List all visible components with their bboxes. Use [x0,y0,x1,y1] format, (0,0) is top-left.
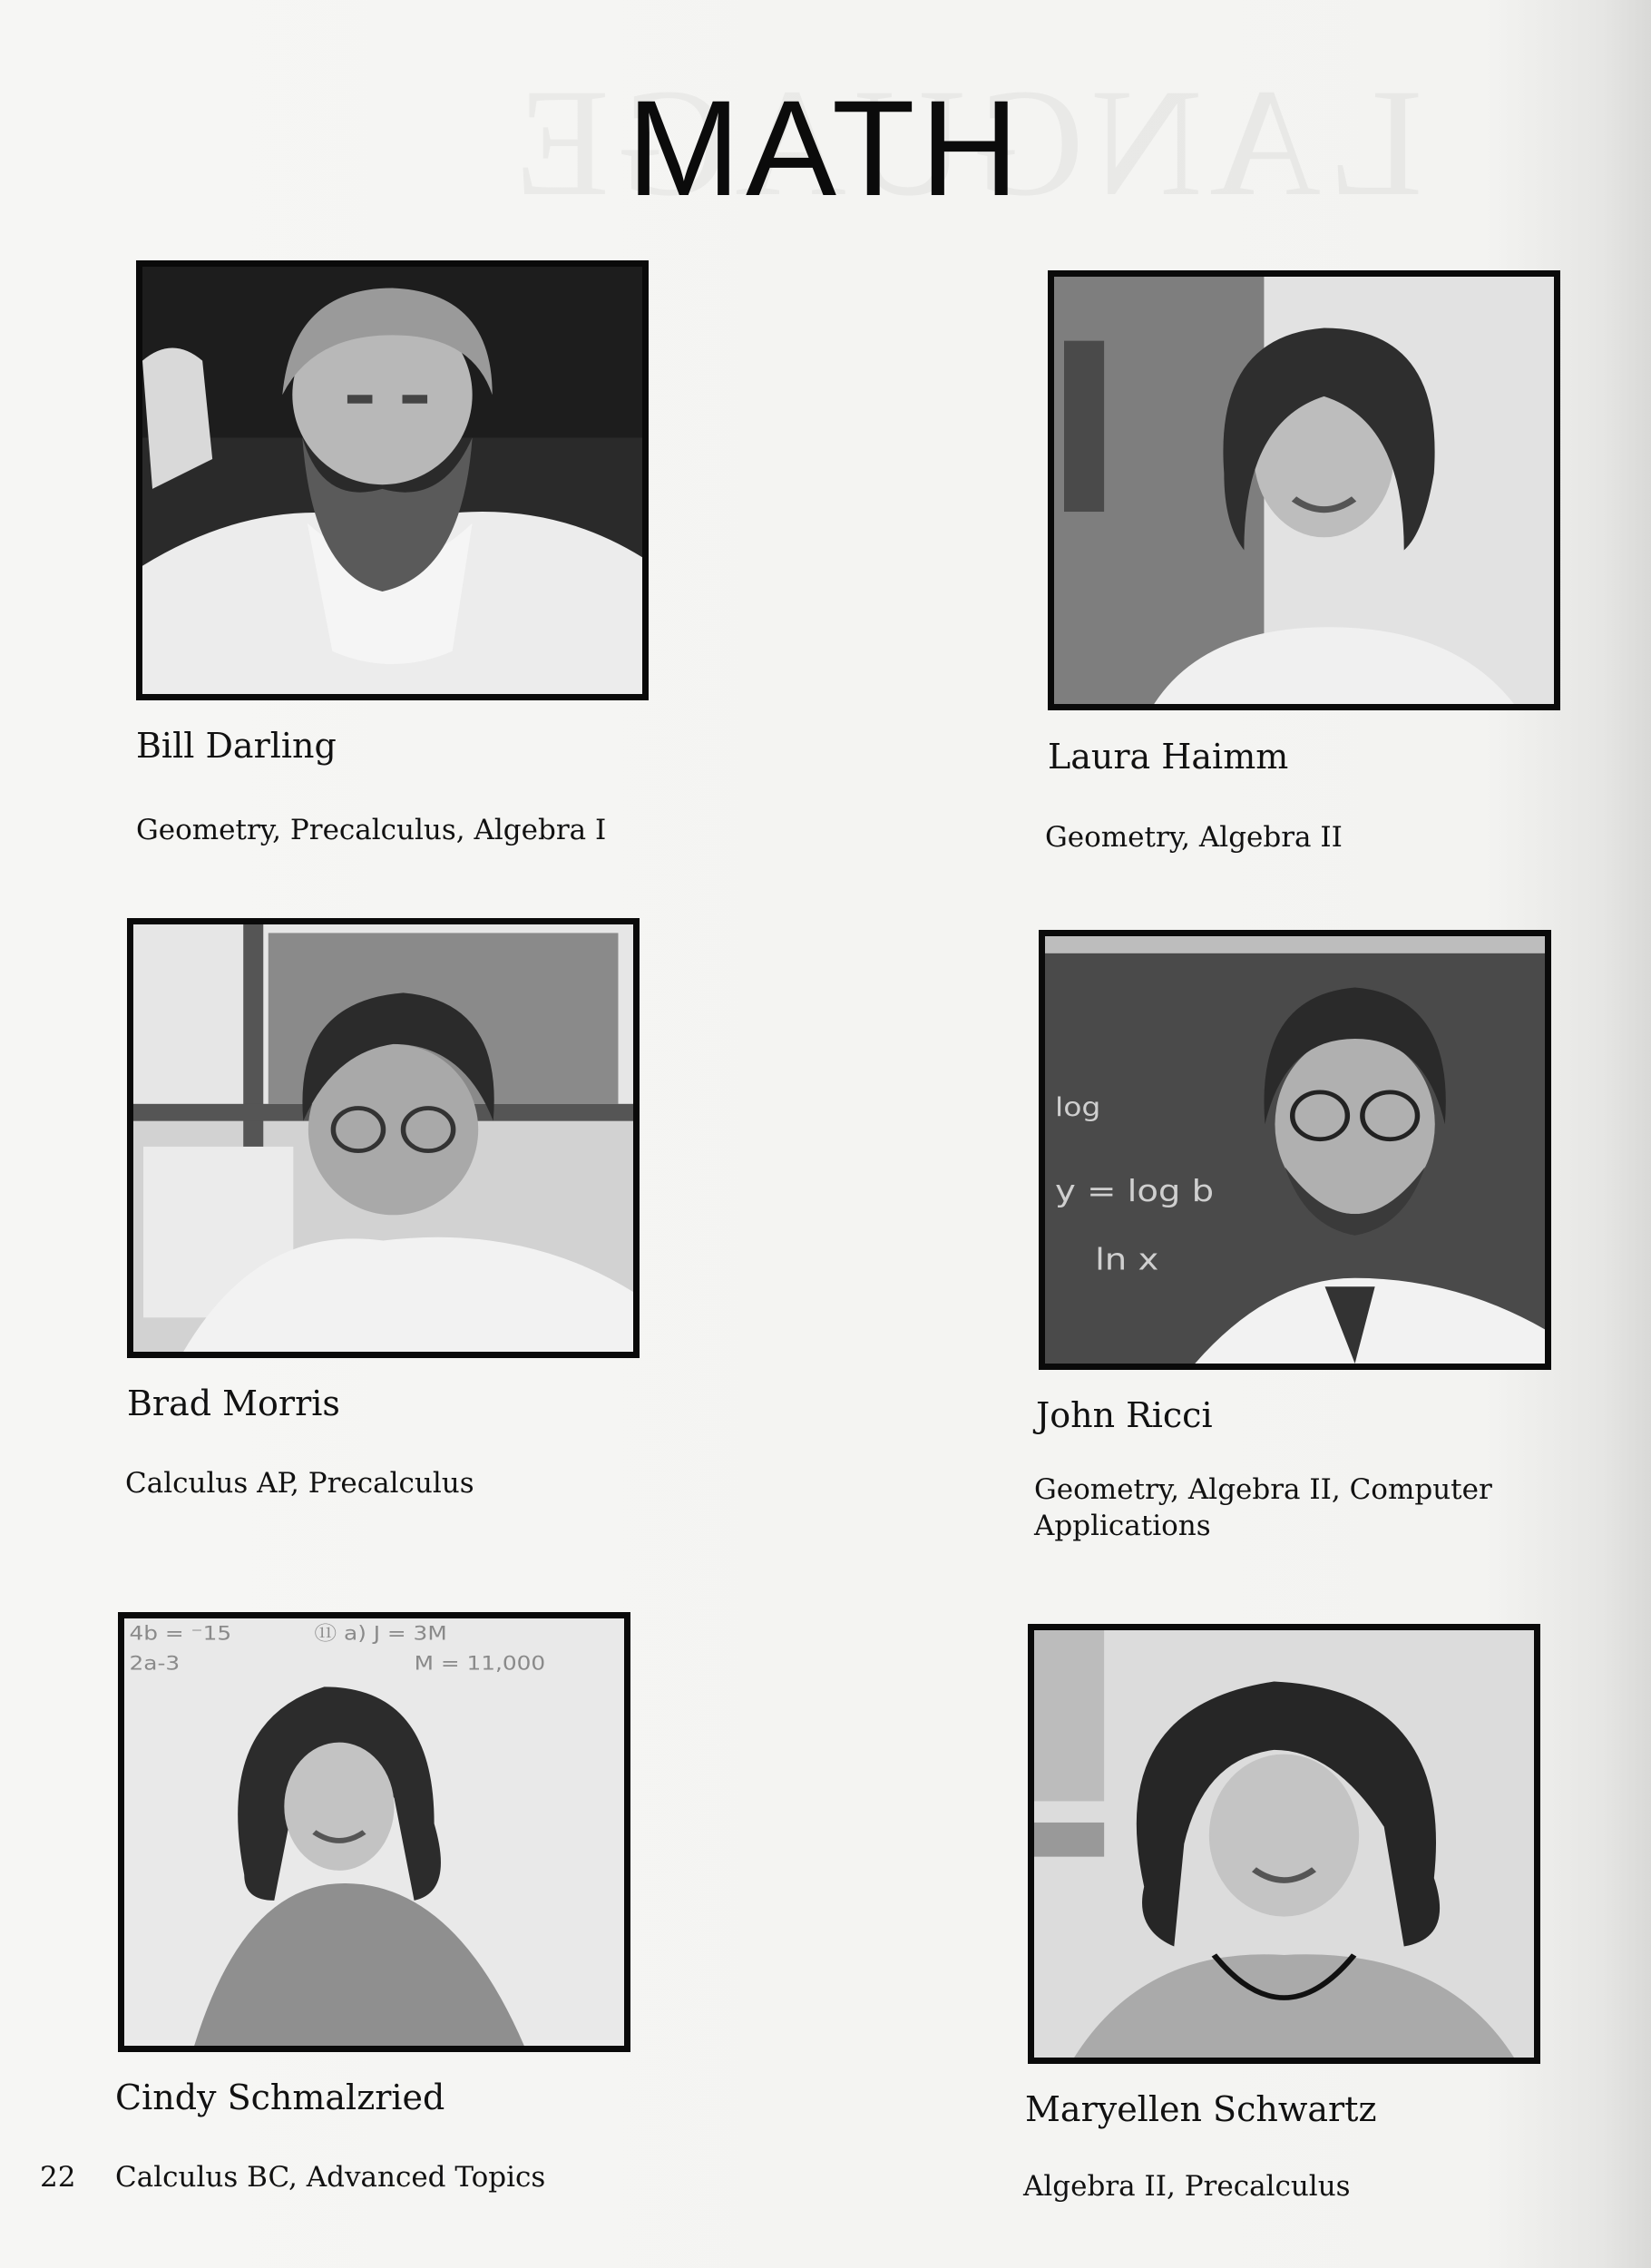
teacher-subjects: Calculus AP, Precalculus [125,1467,474,1500]
teacher-name: Maryellen Schwartz [1025,2089,1377,2129]
teacher-name: John Ricci [1036,1395,1213,1435]
teacher-photo-laura-haimm [1048,270,1560,710]
board-text: M = 11,000 [414,1653,546,1676]
board-text: log [1055,1092,1101,1123]
teacher-name: Laura Haimm [1048,737,1289,777]
teacher-photo-cindy-schmalzried [118,1612,630,2052]
teacher-photo-john-ricci [1039,930,1551,1370]
board-text: ⑪ a) J = 3M [314,1623,447,1646]
board-text: 4b = ⁻15 [129,1623,232,1646]
board-text: ln x [1095,1242,1159,1277]
teacher-subjects: Geometry, Precalculus, Algebra I [136,814,607,846]
teacher-subjects: Geometry, Algebra II, Computer Applications [1034,1473,1492,1542]
teacher-photo-maryellen-schwartz [1028,1624,1540,2064]
teacher-subjects: Calculus BC, Advanced Topics [115,2161,546,2194]
teacher-name: Brad Morris [127,1383,340,1423]
board-text: y = log b [1055,1174,1215,1209]
teacher-subjects: Algebra II, Precalculus [1023,2170,1351,2203]
teacher-subjects: Geometry, Algebra II [1045,821,1343,854]
board-text: 2a-3 [129,1653,181,1676]
page-number: 22 [40,2161,76,2194]
page-title: MATH [627,72,1024,224]
teacher-name: Cindy Schmalzried [115,2077,445,2117]
teacher-photo-bill-darling [136,260,649,700]
teacher-name: Bill Darling [136,726,337,766]
teacher-photo-brad-morris [127,918,640,1358]
